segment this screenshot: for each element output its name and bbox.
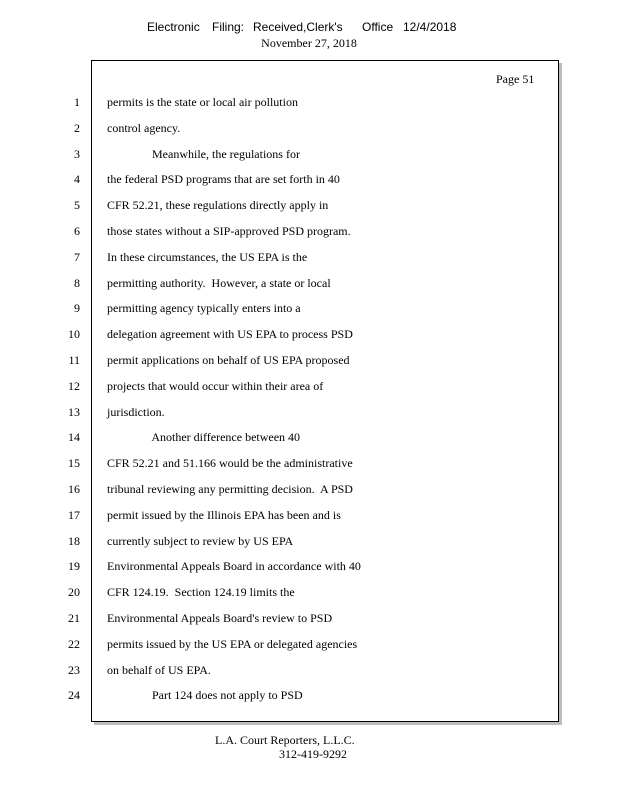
line-number: 21 <box>68 611 80 625</box>
electronic-filing-stamp <box>0 20 618 36</box>
line-number: 8 <box>74 276 80 290</box>
line-number: 17 <box>68 508 80 522</box>
line-number: 9 <box>74 301 80 315</box>
line-text: the federal PSD programs that are set forth in 40 <box>107 172 340 186</box>
line-number: 4 <box>74 172 80 186</box>
line-text: In these circumstances, the US EPA is the <box>107 250 308 264</box>
line-number: 14 <box>68 430 80 444</box>
stamp-word-office: Office <box>362 20 394 34</box>
line-number: 2 <box>74 121 80 135</box>
line-text: jurisdiction. <box>107 405 165 419</box>
line-text: Environmental Appeals Board in accordance with 40 <box>107 559 361 573</box>
line-number: 6 <box>74 224 80 238</box>
line-text: on behalf of US EPA. <box>107 663 211 677</box>
line-text: permitting authority. However, a state or local <box>107 276 331 290</box>
line-number: 12 <box>68 379 80 393</box>
line-text: permits issued by the US EPA or delegated agencies <box>107 637 358 651</box>
line-number: 13 <box>68 405 80 419</box>
line-number: 18 <box>68 534 80 548</box>
line-number: 15 <box>68 456 80 470</box>
line-text: delegation agreement with US EPA to process PSD <box>107 327 353 341</box>
stamp-filing-date: 12/4/2018 <box>403 20 457 34</box>
line-text: those states without a SIP-approved PSD program. <box>107 224 351 238</box>
line-number: 5 <box>74 198 80 212</box>
line-text: CFR 52.21 and 51.166 would be the administrative <box>107 456 353 470</box>
line-text: currently subject to review by US EPA <box>107 534 294 548</box>
line-number: 22 <box>68 637 80 651</box>
line-number: 11 <box>68 353 80 367</box>
line-text: CFR 124.19. Section 124.19 limits the <box>107 585 295 599</box>
line-text: Environmental Appeals Board's review to PSD <box>107 611 333 625</box>
stamp-word-electronic: Electronic <box>147 20 200 34</box>
line-text: permit issued by the Illinois EPA has been and is <box>107 508 341 522</box>
line-number: 3 <box>74 147 80 161</box>
line-number: 20 <box>68 585 80 599</box>
line-text: Another difference between 40 <box>107 430 301 444</box>
line-number: 24 <box>68 688 80 702</box>
stamp-word-received-clerks: Received,Clerk's <box>253 20 343 34</box>
footer-company: L.A. Court Reporters, L.L.C. <box>215 733 355 747</box>
line-text: control agency. <box>107 121 181 135</box>
stamp-word-filing: Filing: <box>212 20 245 34</box>
line-number: 19 <box>68 559 80 573</box>
line-text: permit applications on behalf of US EPA proposed <box>107 353 350 367</box>
line-number: 16 <box>68 482 80 496</box>
footer-phone: 312-419-9292 <box>279 747 347 761</box>
line-text: projects that would occur within their area of <box>107 379 324 393</box>
line-text: tribunal reviewing any permitting decision. A PSD <box>107 482 353 496</box>
line-number: 7 <box>74 250 80 264</box>
line-number: 1 <box>74 95 80 109</box>
line-text: CFR 52.21, these regulations directly apply in <box>107 198 329 212</box>
line-text: permits is the state or local air pollution <box>107 95 298 109</box>
line-text: Part 124 does not apply to PSD <box>107 688 303 702</box>
page-number: Page 51 <box>496 72 535 86</box>
line-number: 10 <box>68 327 80 341</box>
line-text: permitting agency typically enters into a <box>107 301 301 315</box>
transcript-date: November 27, 2018 <box>261 36 357 50</box>
line-text: Meanwhile, the regulations for <box>107 147 300 161</box>
line-number: 23 <box>68 663 80 677</box>
